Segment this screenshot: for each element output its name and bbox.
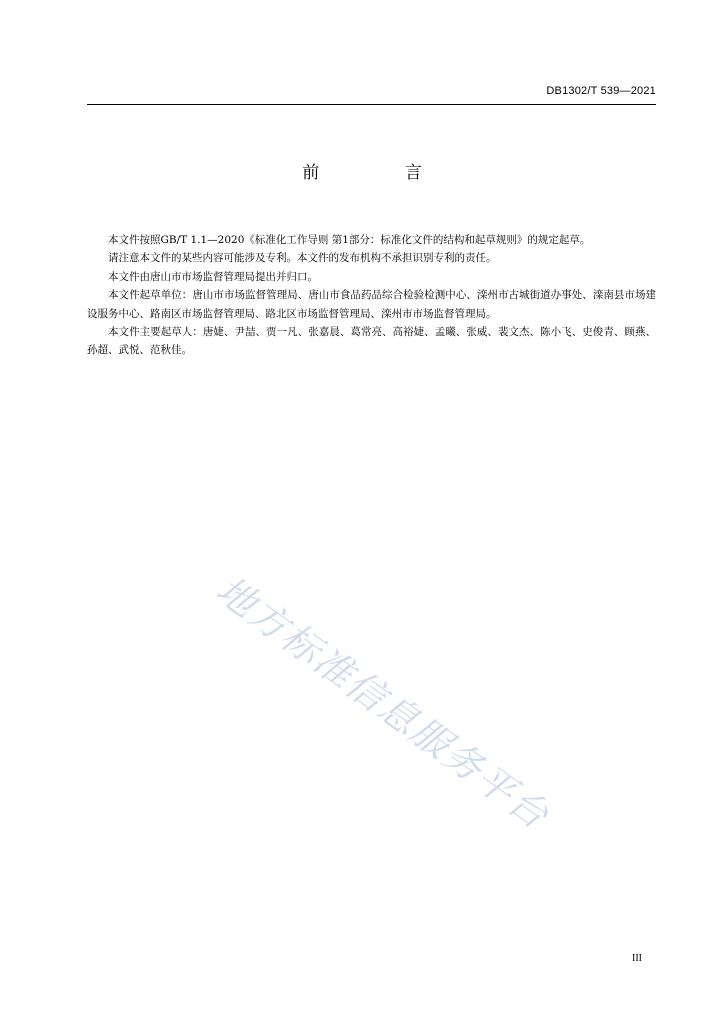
document-code: DB1302/T 539—2021: [546, 85, 656, 97]
page-title: 前 言: [302, 163, 462, 183]
paragraph-proposer: 本文件由唐山市市场监督管理局提出并归口。: [108, 270, 318, 283]
paragraph-drafting-units: 本文件起草单位：唐山市市场监督管理局、唐山市食品药品综合检验检测中心、滦州市古城街道办事处、滦南县市场建设服务中心、路南区市场监督管理局、路北区市场监督管理局、滦州市市场监督管理局。: [87, 289, 656, 320]
foreword-body: [87, 231, 656, 360]
header-divider: [87, 104, 656, 105]
paragraph-drafters: 本文件主要起草人：唐婕、尹喆、贾一凡、张嘉晨、葛常亮、高裕婕、孟曦、张威、裴文杰、陈小飞、史俊青、顾燕、孙超、武悦、范秋佳。: [87, 326, 656, 357]
paragraph-patent-notice: 请注意本文件的某些内容可能涉及专利。本文件的发布机构不承担识别专利的责任。: [108, 252, 497, 265]
paragraph-drafting-rules: 本文件按照GB/T 1.1—2020《标准化工作导则 第1部分：标准化文件的结构和起草规则》的规定起草。: [108, 234, 591, 246]
page-number: III: [632, 953, 642, 964]
watermark: 地方标准信息服务平台: [208, 567, 558, 839]
